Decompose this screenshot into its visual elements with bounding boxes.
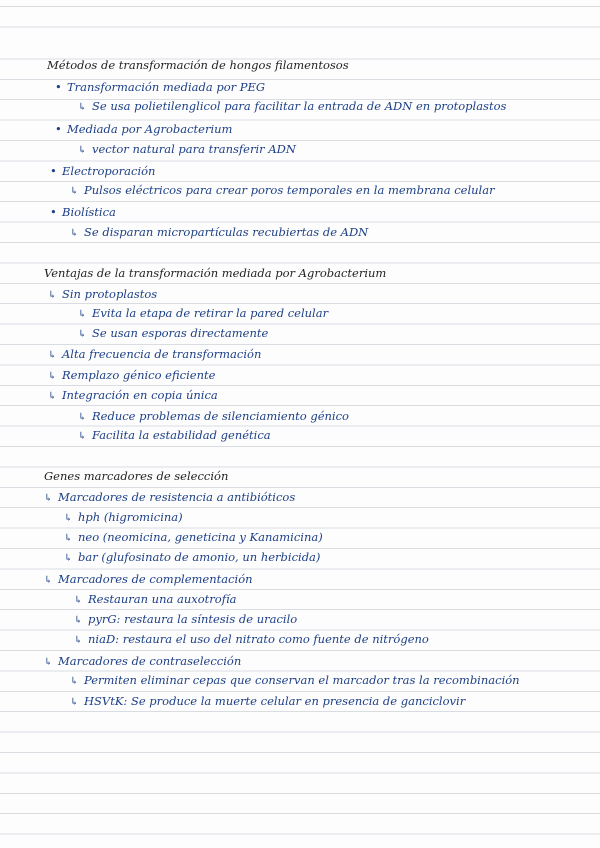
list-item: ↳ Marcadores de contraselección: [44, 654, 242, 668]
list-subitem: ↳ vector natural para transferir ADN: [78, 142, 296, 156]
list-subitem: ↳ Se usan esporas directamente: [78, 326, 269, 340]
arrow-icon: ↳: [64, 533, 73, 544]
list-item: ↳ Alta frecuencia de transformación: [48, 347, 262, 361]
arrow-icon: ↳: [48, 391, 57, 402]
arrow-icon: ↳: [70, 186, 79, 197]
list-item: • Mediada por Agrobacterium: [55, 122, 232, 136]
arrow-icon: ↳: [78, 329, 87, 340]
arrow-icon: ↳: [64, 513, 73, 524]
arrow-icon: ↳: [48, 371, 57, 382]
arrow-icon: ↳: [78, 431, 87, 442]
arrow-icon: ↳: [70, 228, 79, 239]
list-item: ↳ Sin protoplastos: [48, 287, 158, 301]
arrow-icon: ↳: [78, 412, 87, 423]
arrow-icon: ↳: [44, 575, 53, 586]
arrow-icon: ↳: [64, 553, 73, 564]
list-item: ↳ Marcadores de resistencia a antibióticos: [44, 490, 296, 504]
arrow-icon: ↳: [78, 145, 87, 156]
list-subitem: ↳ Facilita la estabilidad genética: [78, 428, 271, 442]
arrow-icon: ↳: [74, 635, 83, 646]
list-subitem: ↳ Permiten eliminar cepas que conservan el marcador tras la recombinación: [70, 673, 520, 687]
arrow-icon: ↳: [48, 350, 57, 361]
list-subitem: ↳ Se usa polietilenglicol para facilitar la entrada de ADN en protoplastos: [78, 99, 507, 113]
arrow-icon: ↳: [78, 309, 87, 320]
list-item: • Transformación mediada por PEG: [55, 80, 265, 94]
list-subitem: ↳ neo (neomicina, geneticina y Kanamicina): [64, 530, 323, 544]
arrow-icon: ↳: [44, 493, 53, 504]
list-subitem: ↳ Restauran una auxotrofía: [74, 592, 237, 606]
section-title: Ventajas de la transformación mediada por Agrobacterium: [44, 266, 387, 280]
list-subitem: ↳ niaD: restaura el uso del nitrato como fuente de nitrógeno: [74, 632, 429, 646]
list-subitem: ↳ Pulsos eléctricos para crear poros temporales en la membrana celular: [70, 183, 495, 197]
list-subitem: ↳ Evita la etapa de retirar la pared celular: [78, 306, 329, 320]
list-item: ↳ Integración en copia única: [48, 388, 218, 402]
list-subitem: ↳ Se disparan micropartículas recubiertas de ADN: [70, 225, 369, 239]
list-subitem: ↳ pyrG: restaura la síntesis de uracilo: [74, 612, 298, 626]
arrow-icon: ↳: [78, 102, 87, 113]
section-title: Genes marcadores de selección: [44, 469, 229, 483]
arrow-icon: ↳: [44, 657, 53, 668]
arrow-icon: ↳: [74, 595, 83, 606]
list-subitem: ↳ bar (glufosinato de amonio, un herbicida): [64, 550, 321, 564]
arrow-icon: ↳: [48, 290, 57, 301]
list-subitem: ↳ HSVtK: Se produce la muerte celular en presencia de ganciclovir: [70, 694, 466, 708]
section-title: Métodos de transformación de hongos filamentosos: [47, 58, 349, 72]
list-item: • Biolística: [50, 205, 116, 219]
list-item: • Electroporación: [50, 164, 155, 178]
arrow-icon: ↳: [74, 615, 83, 626]
arrow-icon: ↳: [70, 697, 79, 708]
list-item: ↳ Remplazo génico eficiente: [48, 368, 216, 382]
list-subitem: ↳ Reduce problemas de silenciamiento génico: [78, 409, 349, 423]
list-subitem: ↳ hph (higromicina): [64, 510, 183, 524]
list-item: ↳ Marcadores de complementación: [44, 572, 253, 586]
arrow-icon: ↳: [70, 676, 79, 687]
